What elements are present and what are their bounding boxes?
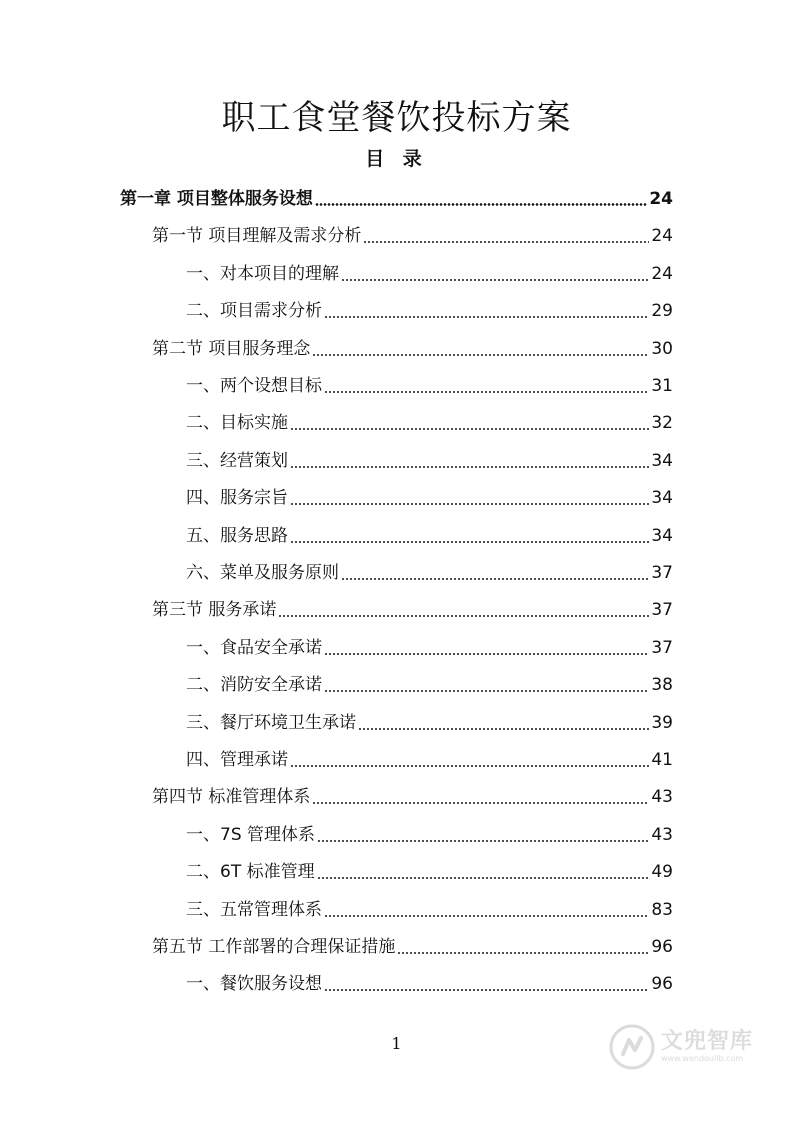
- toc-entry-title: 三、经营策划: [186, 450, 288, 471]
- toc-leader-dots: [363, 241, 649, 243]
- toc-heading: 目 录: [365, 148, 428, 170]
- wendou-logo-icon: [609, 1024, 655, 1070]
- toc-leader-dots: [312, 354, 649, 356]
- toc-entry[interactable]: [186, 446, 673, 472]
- toc-entry-page: 96: [651, 937, 673, 957]
- toc-leader-dots: [290, 428, 649, 430]
- toc-leader-dots: [324, 690, 649, 692]
- toc-entry-page: 24: [651, 263, 673, 284]
- toc-entry[interactable]: [186, 820, 673, 846]
- document-title: 职工食堂餐饮投标方案: [221, 98, 572, 138]
- toc-entry[interactable]: [186, 895, 673, 921]
- toc-entry[interactable]: [152, 221, 673, 247]
- toc-leader-dots: [317, 877, 650, 879]
- toc-leader-dots: [290, 765, 649, 767]
- toc-entry-page: 31: [651, 376, 673, 396]
- toc-entry-title: 五、服务思路: [186, 525, 288, 546]
- toc-entry-title: 一、7S 管理体系: [186, 824, 316, 845]
- toc-entry-page: 39: [651, 712, 673, 733]
- toc-entry-title: 六、菜单及服务原则: [186, 563, 339, 583]
- toc-entry-page: 29: [651, 301, 673, 322]
- toc-entry-page: 37: [651, 563, 673, 583]
- toc-leader-dots: [317, 840, 649, 842]
- toc-entry-title: 第五节 工作部署的合理保证措施: [152, 937, 396, 957]
- toc-entry-title: 一、两个设想目标: [186, 376, 322, 396]
- toc-entry[interactable]: [186, 969, 673, 995]
- toc-entry-page: 41: [651, 750, 673, 770]
- toc-leader-dots: [324, 391, 649, 393]
- toc-entry-page: 30: [651, 338, 673, 359]
- toc-entry-page: 32: [651, 413, 673, 434]
- toc-entry-page: 49: [651, 862, 673, 883]
- toc-entry[interactable]: [186, 259, 673, 285]
- watermark-text: [661, 1030, 753, 1064]
- toc-leader-dots: [341, 578, 649, 580]
- toc-entry-title: 一、对本项目的理解: [186, 263, 339, 284]
- toc-entry-title: 第三节 服务承诺: [152, 600, 277, 621]
- toc-entry[interactable]: [152, 782, 673, 808]
- toc-entry[interactable]: [186, 558, 673, 584]
- toc-leader-dots: [290, 466, 649, 468]
- toc-entry-page: 38: [651, 675, 673, 696]
- toc-entry-page: 34: [651, 525, 673, 546]
- toc-leader-dots: [324, 915, 649, 917]
- toc-entry-title: 二、消防安全承诺: [186, 675, 322, 696]
- watermark-name: 文兜智库: [660, 1029, 753, 1054]
- toc-entry-page: 37: [651, 637, 673, 658]
- toc-leader-dots: [278, 615, 649, 617]
- toc-leader-dots: [312, 802, 649, 804]
- toc-entry-title: 二、目标实施: [186, 413, 288, 434]
- toc-entry[interactable]: [152, 595, 673, 621]
- toc-leader-dots: [315, 203, 647, 206]
- toc-leader-dots: [324, 316, 649, 318]
- watermark: [609, 1024, 753, 1070]
- toc-entry-page: 83: [651, 899, 673, 920]
- toc-entry[interactable]: [152, 932, 673, 958]
- toc-entry[interactable]: [186, 745, 673, 771]
- toc-entry-title: 四、管理承诺: [186, 750, 288, 770]
- page-number: 1: [391, 1034, 402, 1053]
- toc-entry-title: 四、服务宗旨: [186, 488, 288, 509]
- toc-entry-title: 第二节 项目服务理念: [152, 338, 311, 359]
- toc-entry-title: 二、项目需求分析: [186, 301, 322, 322]
- toc-leader-dots: [290, 503, 649, 505]
- toc-entry[interactable]: [186, 708, 673, 734]
- toc-entry[interactable]: [186, 633, 673, 659]
- toc-leader-dots: [358, 728, 649, 730]
- toc-entry-title: 一、餐饮服务设想: [186, 974, 322, 995]
- toc-leader-dots: [290, 541, 649, 543]
- toc-entry-title: 一、食品安全承诺: [186, 637, 322, 658]
- toc-entry-page: 43: [651, 824, 673, 845]
- toc-entry[interactable]: [152, 334, 673, 360]
- toc-entry-title: 二、6T 标准管理: [186, 862, 315, 883]
- toc-entry[interactable]: [186, 857, 673, 883]
- toc-entry[interactable]: [186, 483, 673, 509]
- toc-leader-dots: [324, 653, 649, 655]
- toc-entry-page: 24: [649, 189, 673, 209]
- toc-leader-dots: [397, 952, 649, 954]
- toc-entry-title: 三、五常管理体系: [186, 899, 322, 920]
- toc-entry[interactable]: [120, 184, 673, 210]
- toc-entry[interactable]: [186, 408, 673, 434]
- toc-entry-page: 34: [651, 488, 673, 509]
- toc-entry-page: 24: [651, 226, 673, 247]
- toc-leader-dots: [341, 279, 649, 281]
- toc-entry-title: 三、餐厅环境卫生承诺: [186, 712, 356, 733]
- toc-entry-page: 37: [651, 600, 673, 621]
- toc-leader-dots: [324, 989, 649, 991]
- toc-entry-page: 96: [651, 974, 673, 995]
- toc-entry-page: 34: [651, 450, 673, 471]
- toc-entry[interactable]: [186, 521, 673, 547]
- toc-entry-title: 第一节 项目理解及需求分析: [152, 226, 362, 247]
- watermark-url: www.wendoulib.com: [660, 1054, 744, 1063]
- toc-entry[interactable]: [186, 670, 673, 696]
- toc-entry-title: 第四节 标准管理体系: [152, 787, 311, 808]
- toc-entry-page: 43: [651, 787, 673, 808]
- toc-entry[interactable]: [186, 296, 673, 322]
- toc-entry[interactable]: [186, 371, 673, 397]
- toc-entry-title: 第一章 项目整体服务设想: [120, 189, 313, 209]
